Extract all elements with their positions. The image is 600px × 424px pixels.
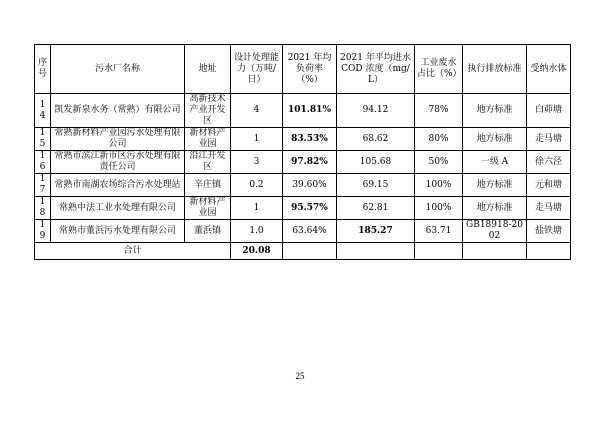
header-cod: 2021 年平均进水 COD 浓度（mg/L） xyxy=(337,45,415,94)
header-industrial-share: 工业废水占比（%） xyxy=(415,45,463,94)
cell-cod: 69.15 xyxy=(337,174,415,197)
cell-load-rate: 39.60% xyxy=(283,174,337,197)
cell-standard: 地方标准 xyxy=(463,197,527,220)
cell-name: 凯发新泉水务（常熟）有限公司 xyxy=(51,94,185,128)
cell-capacity: 1 xyxy=(231,128,283,151)
wastewater-plant-table xyxy=(34,44,571,260)
cell-name: 常熟中法工业水处理有限公司 xyxy=(51,197,185,220)
cell-location: 新材料产业园 xyxy=(185,197,231,220)
cell-standard: 地方标准 xyxy=(463,128,527,151)
table-row xyxy=(35,94,571,128)
cell-capacity: 0.2 xyxy=(231,174,283,197)
cell-no: 18 xyxy=(35,197,51,220)
cell-load-rate: 97.82% xyxy=(283,151,337,174)
table-row xyxy=(35,174,571,197)
table-row xyxy=(35,220,571,243)
cell-industrial-share: 80% xyxy=(415,128,463,151)
total-empty-cell xyxy=(527,243,571,260)
cell-industrial-share: 100% xyxy=(415,197,463,220)
cell-standard: GB18918-2002 xyxy=(463,220,527,243)
total-empty-cell xyxy=(415,243,463,260)
cell-cod: 94.12 xyxy=(337,94,415,128)
cell-capacity: 4 xyxy=(231,94,283,128)
total-empty-cell xyxy=(463,243,527,260)
cell-receiving-water: 元和塘 xyxy=(527,174,571,197)
header-capacity: 设计处理能力（万吨/日） xyxy=(231,45,283,94)
total-empty-cell xyxy=(283,243,337,260)
cell-standard: 地方标准 xyxy=(463,94,527,128)
header-location: 地址 xyxy=(185,45,231,94)
cell-name: 常熟市董浜污水处理有限公司 xyxy=(51,220,185,243)
cell-load-rate: 83.53% xyxy=(283,128,337,151)
cell-capacity: 3 xyxy=(231,151,283,174)
cell-cod: 62.81 xyxy=(337,197,415,220)
cell-standard: 一级 A xyxy=(463,151,527,174)
cell-receiving-water: 盐铁塘 xyxy=(527,220,571,243)
cell-capacity: 1.0 xyxy=(231,220,283,243)
cell-industrial-share: 50% xyxy=(415,151,463,174)
header-standard: 执行排放标准 xyxy=(463,45,527,94)
cell-load-rate: 63.64% xyxy=(283,220,337,243)
cell-industrial-share: 78% xyxy=(415,94,463,128)
page-number: 25 xyxy=(295,371,305,381)
cell-name: 常熟市滨江新市区污水处理有限责任公司 xyxy=(51,151,185,174)
cell-location: 新材料产业园 xyxy=(185,128,231,151)
cell-standard: 地方标准 xyxy=(463,174,527,197)
table-row xyxy=(35,128,571,151)
table-row xyxy=(35,151,571,174)
header-row xyxy=(35,45,571,94)
cell-industrial-share: 100% xyxy=(415,174,463,197)
cell-cod: 105.68 xyxy=(337,151,415,174)
cell-location: 辛庄镇 xyxy=(185,174,231,197)
header-load-rate: 2021 年均负荷率（%） xyxy=(283,45,337,94)
cell-location: 沿江开发区 xyxy=(185,151,231,174)
cell-no: 19 xyxy=(35,220,51,243)
cell-load-rate: 101.81% xyxy=(283,94,337,128)
cell-receiving-water: 徐六泾 xyxy=(527,151,571,174)
header-receiving-water: 受纳水体 xyxy=(527,45,571,94)
cell-cod: 68.62 xyxy=(337,128,415,151)
total-capacity: 20.08 xyxy=(231,243,283,260)
total-label: 合计 xyxy=(35,243,231,260)
total-row xyxy=(35,243,571,260)
header-no: 序号 xyxy=(35,45,51,94)
cell-location: 董浜镇 xyxy=(185,220,231,243)
cell-receiving-water: 走马塘 xyxy=(527,197,571,220)
cell-name: 常熟市南湖农场综合污水处理站 xyxy=(51,174,185,197)
total-empty-cell xyxy=(337,243,415,260)
header-name: 污水厂名称 xyxy=(51,45,185,94)
cell-receiving-water: 白茆塘 xyxy=(527,94,571,128)
cell-cod: 185.27 xyxy=(337,220,415,243)
cell-no: 17 xyxy=(35,174,51,197)
cell-no: 16 xyxy=(35,151,51,174)
cell-no: 14 xyxy=(35,94,51,128)
table-row xyxy=(35,197,571,220)
cell-industrial-share: 63.71 xyxy=(415,220,463,243)
cell-no: 15 xyxy=(35,128,51,151)
cell-receiving-water: 走马塘 xyxy=(527,128,571,151)
cell-capacity: 1 xyxy=(231,197,283,220)
cell-location: 高新技术产业开发区 xyxy=(185,94,231,128)
cell-name: 常熟新材料产业园污水处理有限公司 xyxy=(51,128,185,151)
cell-load-rate: 95.57% xyxy=(283,197,337,220)
